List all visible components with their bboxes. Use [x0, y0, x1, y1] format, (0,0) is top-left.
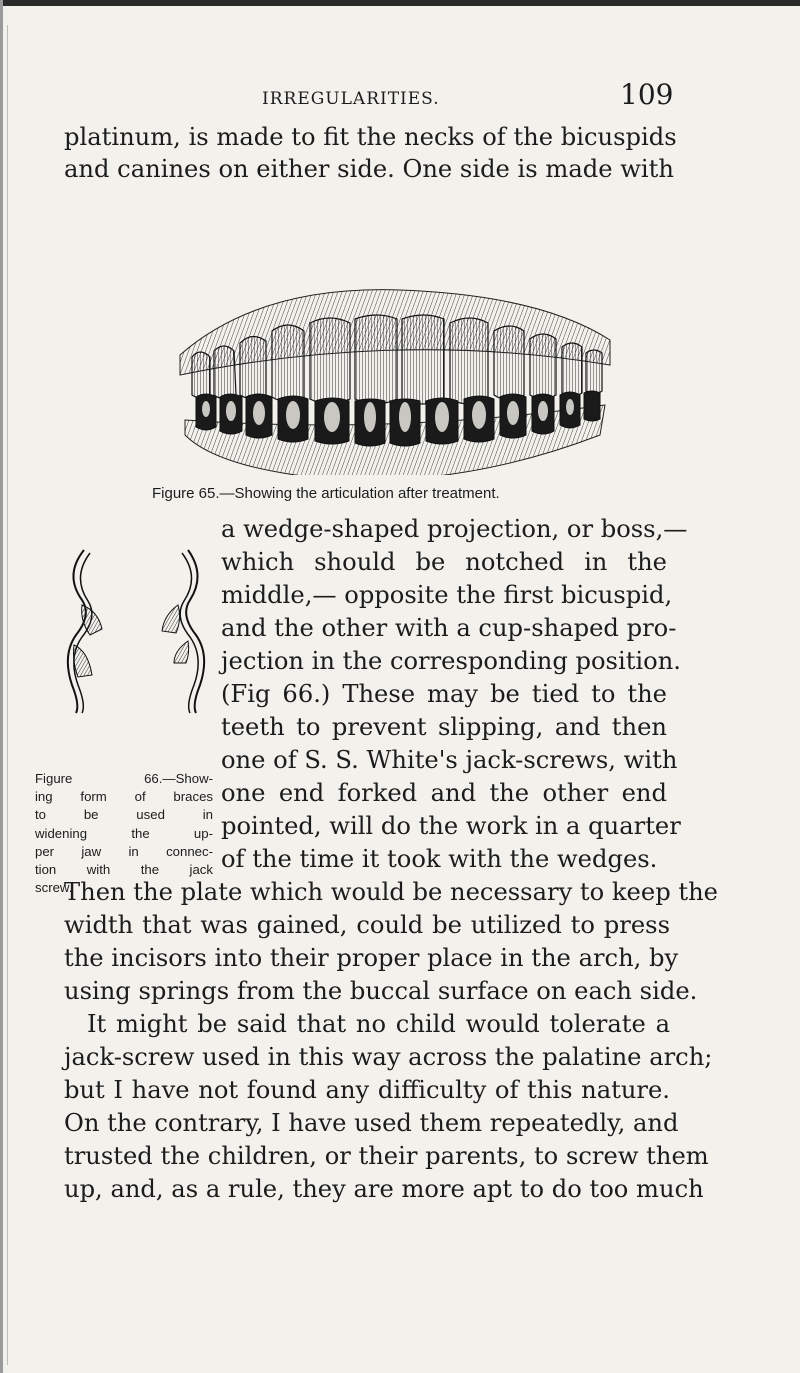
running-head: IRREGULARITIES. [262, 89, 440, 109]
caption-line: tion with the jack [35, 862, 213, 878]
body-line: Then the plate which would be necessary to keep the [64, 878, 718, 906]
caption-line: to be used in [35, 807, 213, 823]
body-line: platinum, is made to fit the necks of the bicuspids [64, 123, 677, 151]
caption-line: screw. [35, 880, 73, 896]
page-left-edge [0, 0, 3, 1373]
body-line: jection in the corresponding position. [221, 647, 681, 675]
body-line: up, and, as a rule, they are more apt to do too much [64, 1175, 704, 1203]
caption-line: per jaw in connec- [35, 843, 213, 859]
body-line: but I have not found any difficulty of this nature. [64, 1076, 670, 1104]
body-line: width that was gained, could be utilized to press [64, 911, 670, 939]
braces-illustration [62, 545, 210, 715]
body-line: which should be notched in the [221, 548, 667, 576]
page-left-edge-line [7, 25, 8, 1365]
body-line: middle,— opposite the first bicuspid, [221, 581, 673, 609]
body-line: On the contrary, I have used them repeatedly, and [64, 1109, 679, 1137]
body-line: one end forked and the other end [221, 779, 667, 807]
page-top-edge [0, 0, 800, 6]
caption-line: ing form of braces [35, 789, 213, 805]
body-line: one of S. S. White's jack-screws, with [221, 746, 678, 774]
caption-line: Figure 66.—Show- [35, 771, 213, 786]
body-line: pointed, will do the work in a quarter [221, 812, 681, 840]
body-line: and the other with a cup-shaped pro- [221, 614, 677, 642]
body-line: trusted the children, or their parents, to screw them [64, 1142, 709, 1170]
page-number: 109 [620, 78, 674, 111]
body-line: jack-screw used in this way across the palatine arch; [64, 1043, 713, 1071]
body-line: It might be said that no child would tolerate a [87, 1010, 670, 1038]
body-line: the incisors into their proper place in the arch, by [64, 944, 679, 972]
body-line: using springs from the buccal surface on each side. [64, 977, 698, 1005]
body-line: a wedge-shaped projection, or boss,— [221, 515, 688, 543]
body-line: and canines on either side. One side is made with [64, 155, 674, 183]
body-line: teeth to prevent slipping, and then [221, 713, 667, 741]
figure-65-caption: Figure 65.—Showing the articulation after treatment. [152, 485, 500, 502]
teeth-articulation-illustration [140, 285, 640, 475]
caption-line: widening the up- [35, 825, 213, 841]
body-line: (Fig 66.) These may be tied to the [221, 680, 667, 708]
body-line: of the time it took with the wedges. [221, 845, 658, 873]
